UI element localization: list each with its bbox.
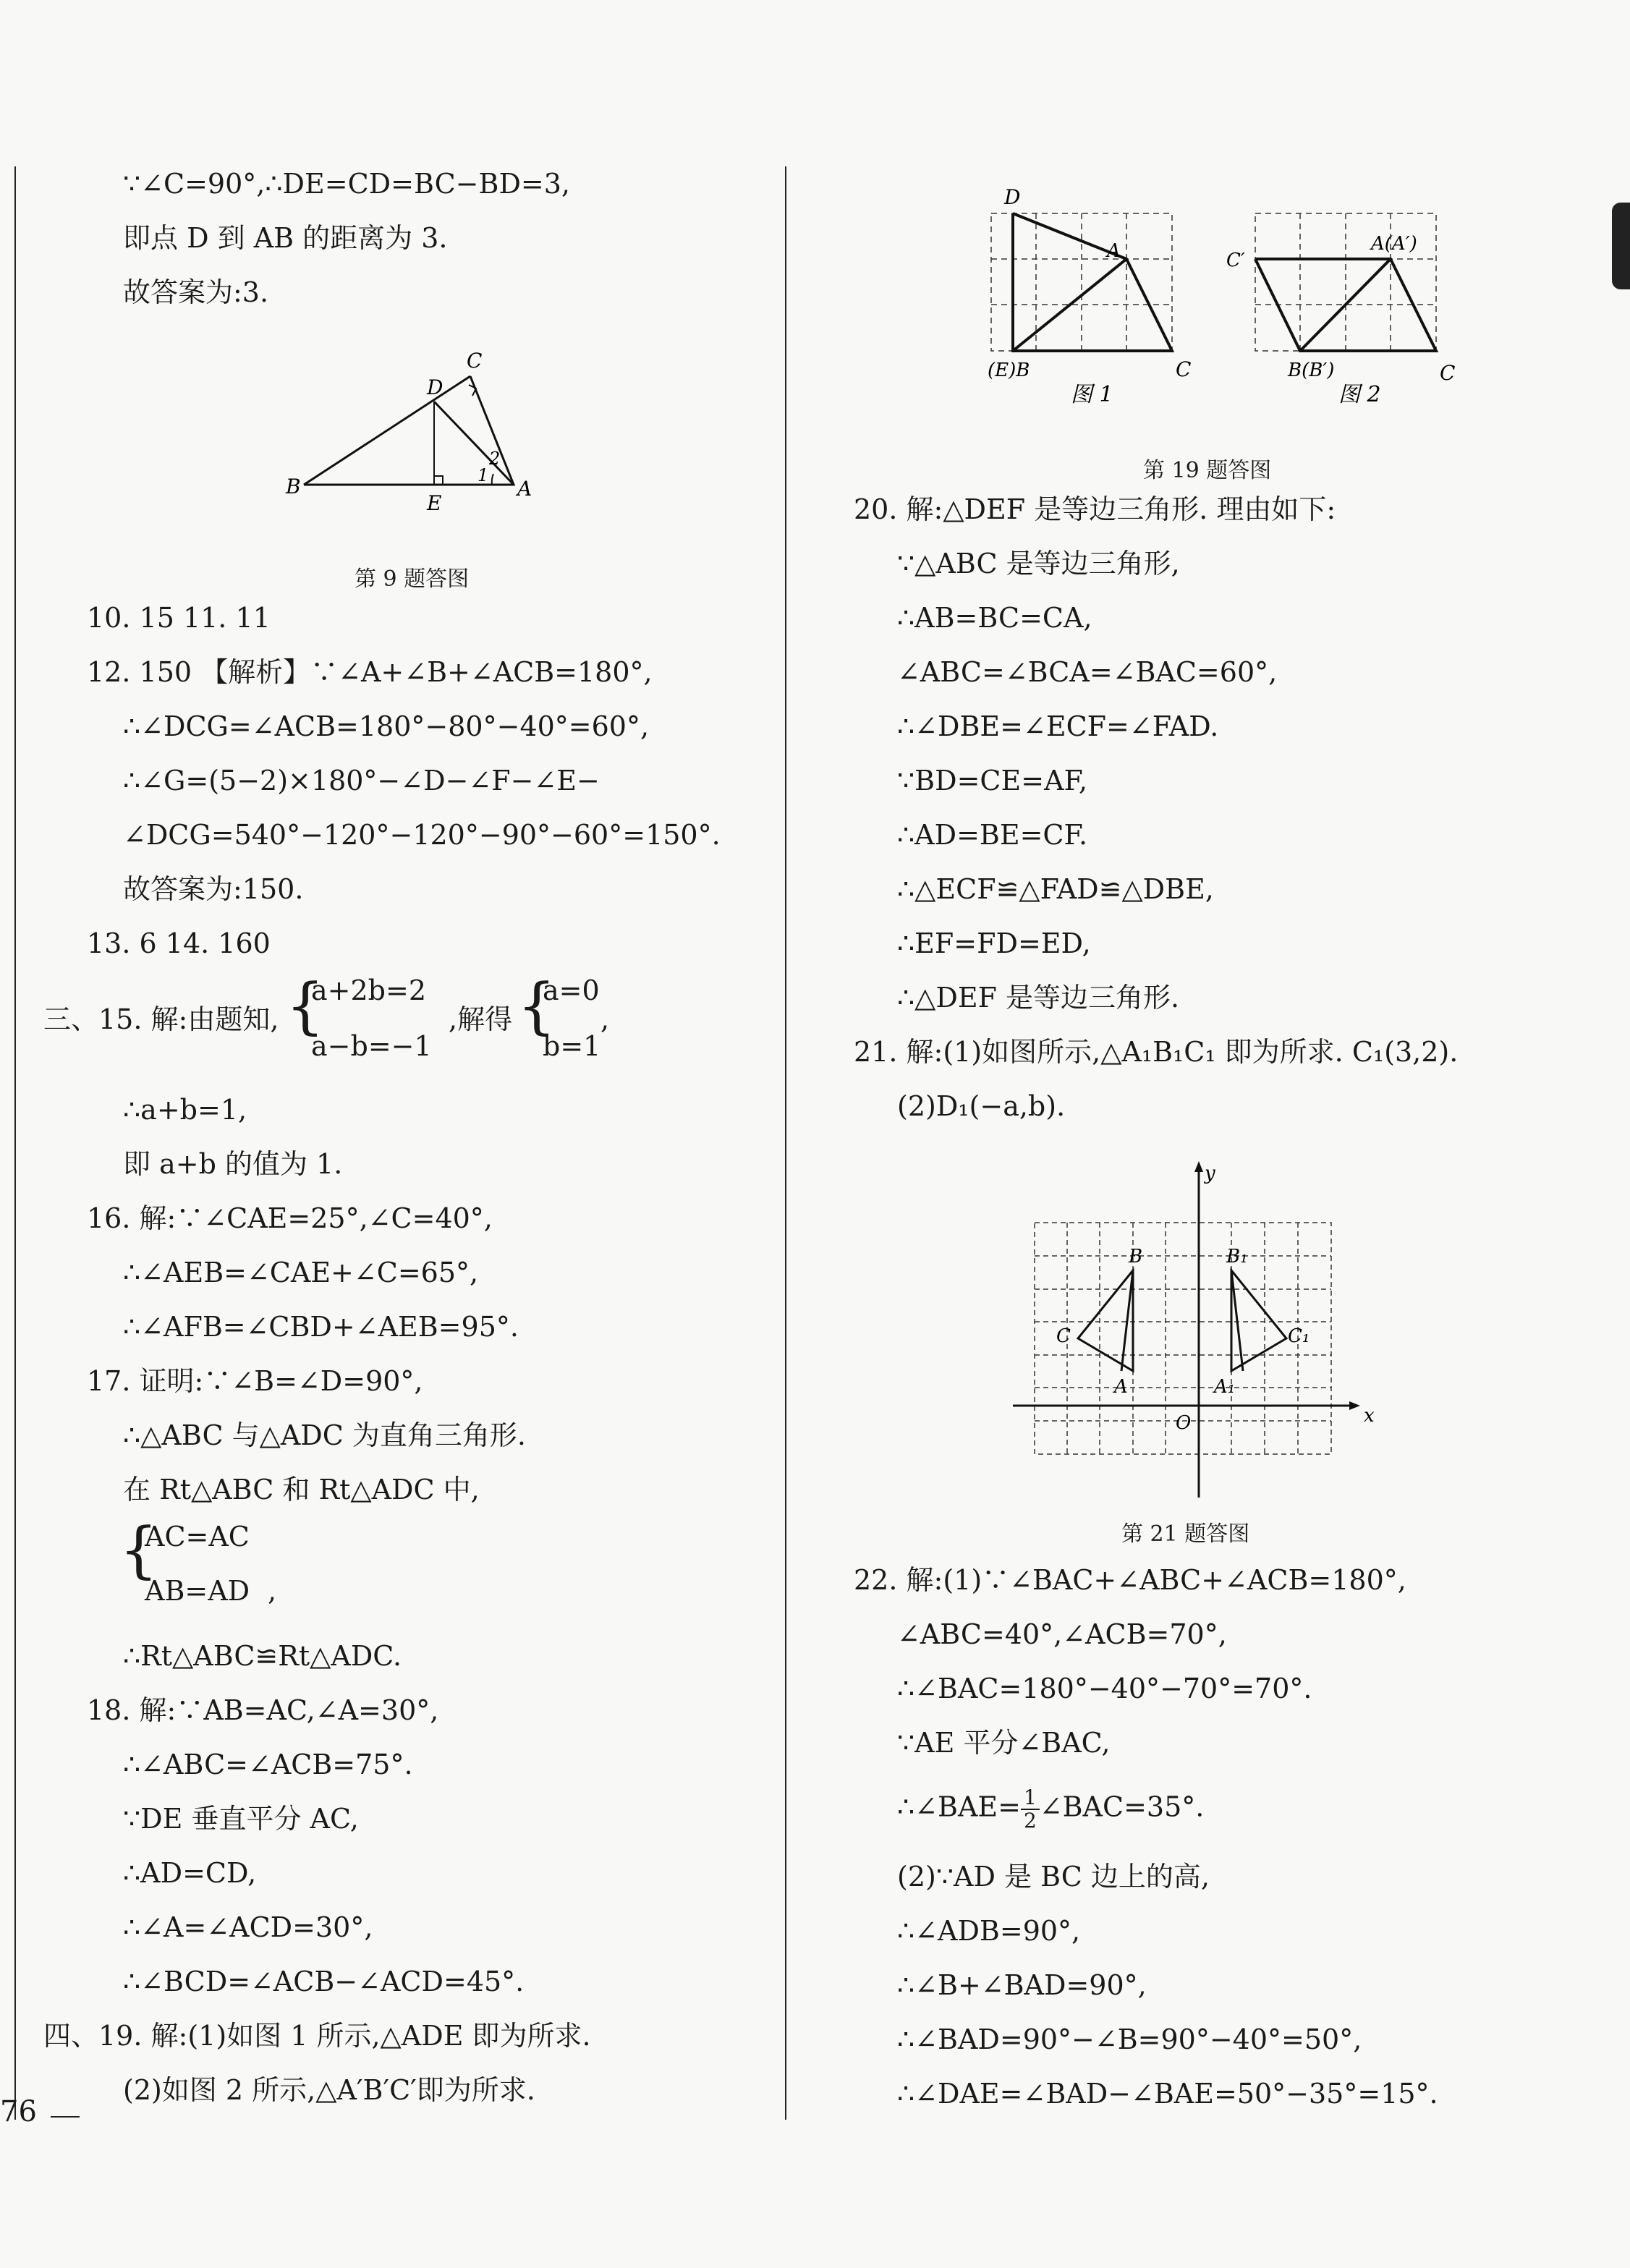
text-line: ∴Rt△ABC≌Rt△ADC. [123,1640,402,1672]
text-line: ∴∠AFB=∠CBD+∠AEB=95°. [123,1311,519,1343]
brace-symbol: { [517,970,556,1041]
text-line: ∴∠BAC=180°−40°−70°=70°. [897,1673,1312,1704]
text-line: 16. 解:∵∠CAE=25°,∠C=40°, [87,1202,493,1234]
text-line: (2)D₁(−a,b). [897,1090,1066,1122]
text-line: ∴∠A=∠ACD=30°, [123,1911,373,1943]
fig19-label-aaprime: A(A′) [1371,233,1417,255]
triangle-abc [1078,1270,1133,1371]
fraction-one-half [1021,1787,1040,1832]
equation: b=1 [543,1030,601,1062]
fig21-label-x: x [1364,1405,1375,1427]
column-divider [785,166,786,2120]
figure-9-caption: 第 9 题答图 [355,566,470,592]
text-line: ∴EF=FD=ED, [897,927,1091,959]
text-line: 17. 证明:∵∠B=∠D=90°, [87,1365,423,1397]
fig19-label-eb: (E)B [988,360,1030,381]
figure-9 [282,340,608,514]
figure-19-caption: 第 19 题答图 [1143,458,1272,483]
text-line: ∴∠DCG=∠ACB=180°−80°−40°=60°, [123,710,650,742]
fig19-label-a: A [1107,240,1121,262]
text-line: ∴AD=BE=CF. [897,819,1088,851]
fraction-line [897,1787,1204,1832]
text-line: ∴∠BAD=90°−∠B=90°−40°=50°, [897,2023,1362,2055]
text-segment: ∠BAC=35°. [1039,1791,1205,1823]
equation: a+2b=2 [311,974,427,1006]
fig19-caption-1: 图 1 [1071,382,1113,407]
fig9-label-e: E [427,491,442,514]
text-line: ∠ABC=∠BCA=∠BAC=60°, [897,656,1278,688]
equation: AB=AD [145,1575,250,1607]
text-line: 13. 6 14. 160 [87,927,271,959]
triangle-a1b1c1 [1231,1270,1286,1371]
text-line: ∴AD=CD, [123,1857,257,1889]
text-line: 四、19. 解:(1)如图 1 所示,△ADE 即为所求. [43,2020,591,2052]
edge-ab [304,376,470,485]
equation: AC=AC [145,1521,250,1553]
text-line: 22. 解:(1)∵∠BAC+∠ABC+∠ACB=180°, [854,1564,1406,1596]
numerator: 1 [1021,1787,1040,1810]
text-line: ∴∠AEB=∠CAE+∠C=65°, [123,1257,479,1288]
fig9-label-1: 1 [477,465,489,485]
fig19-label-cprime: C′ [1226,250,1245,271]
text-line: 20. 解:△DEF 是等边三角形. 理由如下: [854,493,1336,525]
text-line: 21. 解:(1)如图所示,△A₁B₁C₁ 即为所求. C₁(3,2). [854,1036,1459,1068]
text-line: 12. 150 【解析】∵∠A+∠B+∠ACB=180°, [87,656,653,688]
text-line: ∴△DEF 是等边三角形. [897,982,1180,1014]
text-line: 18. 解:∵AB=AC,∠A=30°, [87,1694,439,1726]
text-line: ,解得 [449,1003,513,1035]
figure-21-caption: 第 21 题答图 [1121,1521,1250,1547]
text-line: ∴∠DBE=∠ECF=∠FAD. [897,710,1219,742]
text-line: 在 Rt△ABC 和 Rt△ADC 中, [123,1474,480,1505]
text-line: ∴△ECF≌△FAD≌△DBE, [897,873,1214,905]
page-number: 76 [0,2095,37,2128]
y-axis-arrow [1194,1161,1203,1172]
binding-edge-mark [1612,203,1630,289]
fig9-label-c: C [467,349,483,373]
fig19-label-bbprime: B(B′) [1288,360,1335,381]
figure-19 [969,181,1592,412]
text-line: ∵DE 垂直平分 AC, [123,1803,359,1835]
fig9-label-d: D [427,375,443,399]
text-line: ∴∠DAE=∠BAD−∠BAE=50°−35°=15°. [897,2078,1438,2110]
page-number-dash [51,2116,80,2118]
x-axis-arrow [1349,1401,1360,1410]
text-line: 10. 15 11. 11 [87,602,271,634]
equation: a=0 [543,974,600,1006]
text-line: ∴∠G=(5−2)×180°−∠D−∠F−∠E− [123,765,600,797]
text-line: , [600,1003,610,1035]
text-line: ∵BD=CE=AF, [897,765,1088,797]
text-segment: ∴∠BAE= [897,1791,1021,1823]
text-line: ∴∠ABC=∠ACB=75°. [123,1749,413,1780]
brace-symbol: { [286,970,325,1041]
text-line: 故答案为:3. [123,276,269,308]
text-line: (2)∵AD 是 BC 边上的高, [897,1861,1210,1893]
text-line: ∴AB=BC=CA, [897,602,1092,634]
fig9-label-2: 2 [489,449,501,469]
fig21-label-y: y [1205,1163,1215,1184]
brace-symbol: { [119,1514,158,1585]
fig9-label-a: A [517,477,532,501]
text-line: (2)如图 2 所示,△A′B′C′即为所求. [123,2074,535,2106]
fig21-label-o: O [1176,1412,1192,1434]
text-line: ∠DCG=540°−120°−120°−90°−60°=150°. [123,819,721,851]
fig21-label-c: C [1056,1325,1071,1347]
fig19-caption-2: 图 2 [1338,382,1381,407]
fig19-label-c1: C [1176,357,1192,381]
fig19-label-d: D [1004,185,1021,209]
text-line: ∴∠BCD=∠ACB−∠ACD=45°. [123,1966,525,1997]
text-line: ∴∠B+∠BAD=90°, [897,1969,1147,2001]
text-line: ∴∠ADB=90°, [897,1915,1081,1947]
text-line: ∵AE 平分∠BAC, [897,1727,1111,1759]
fig21-label-a1: A₁ [1214,1376,1236,1398]
text-line: ∵∠C=90°,∴DE=CD=BC−BD=3, [123,168,571,200]
text-line: , [268,1575,277,1607]
fig21-label-a: A [1114,1376,1128,1398]
text-line: ∴a+b=1, [123,1094,247,1126]
equation: a−b=−1 [311,1030,432,1062]
text-line: 即点 D 到 AB 的距离为 3. [123,222,448,254]
text-line: ∠ABC=40°,∠ACB=70°, [897,1618,1227,1650]
text-line: 故答案为:150. [123,873,304,905]
text-line: 即 a+b 的值为 1. [123,1148,343,1180]
figure-21 [984,1150,1519,1512]
fig21-label-c1: C₁ [1288,1325,1310,1347]
denominator: 2 [1023,1809,1037,1832]
fig19-grid-1 [991,213,1172,351]
text-line: 三、15. 解:由题知, [43,1003,279,1035]
fig21-label-b: B [1129,1246,1143,1267]
fig21-label-b1: B₁ [1226,1246,1248,1267]
fig9-label-b: B [286,475,301,498]
text-line: ∵△ABC 是等边三角形, [897,548,1180,579]
left-margin-rule [14,166,16,2120]
fig19-label-c2: C [1440,361,1456,385]
text-line: ∴△ABC 与△ADC 为直角三角形. [123,1419,526,1451]
